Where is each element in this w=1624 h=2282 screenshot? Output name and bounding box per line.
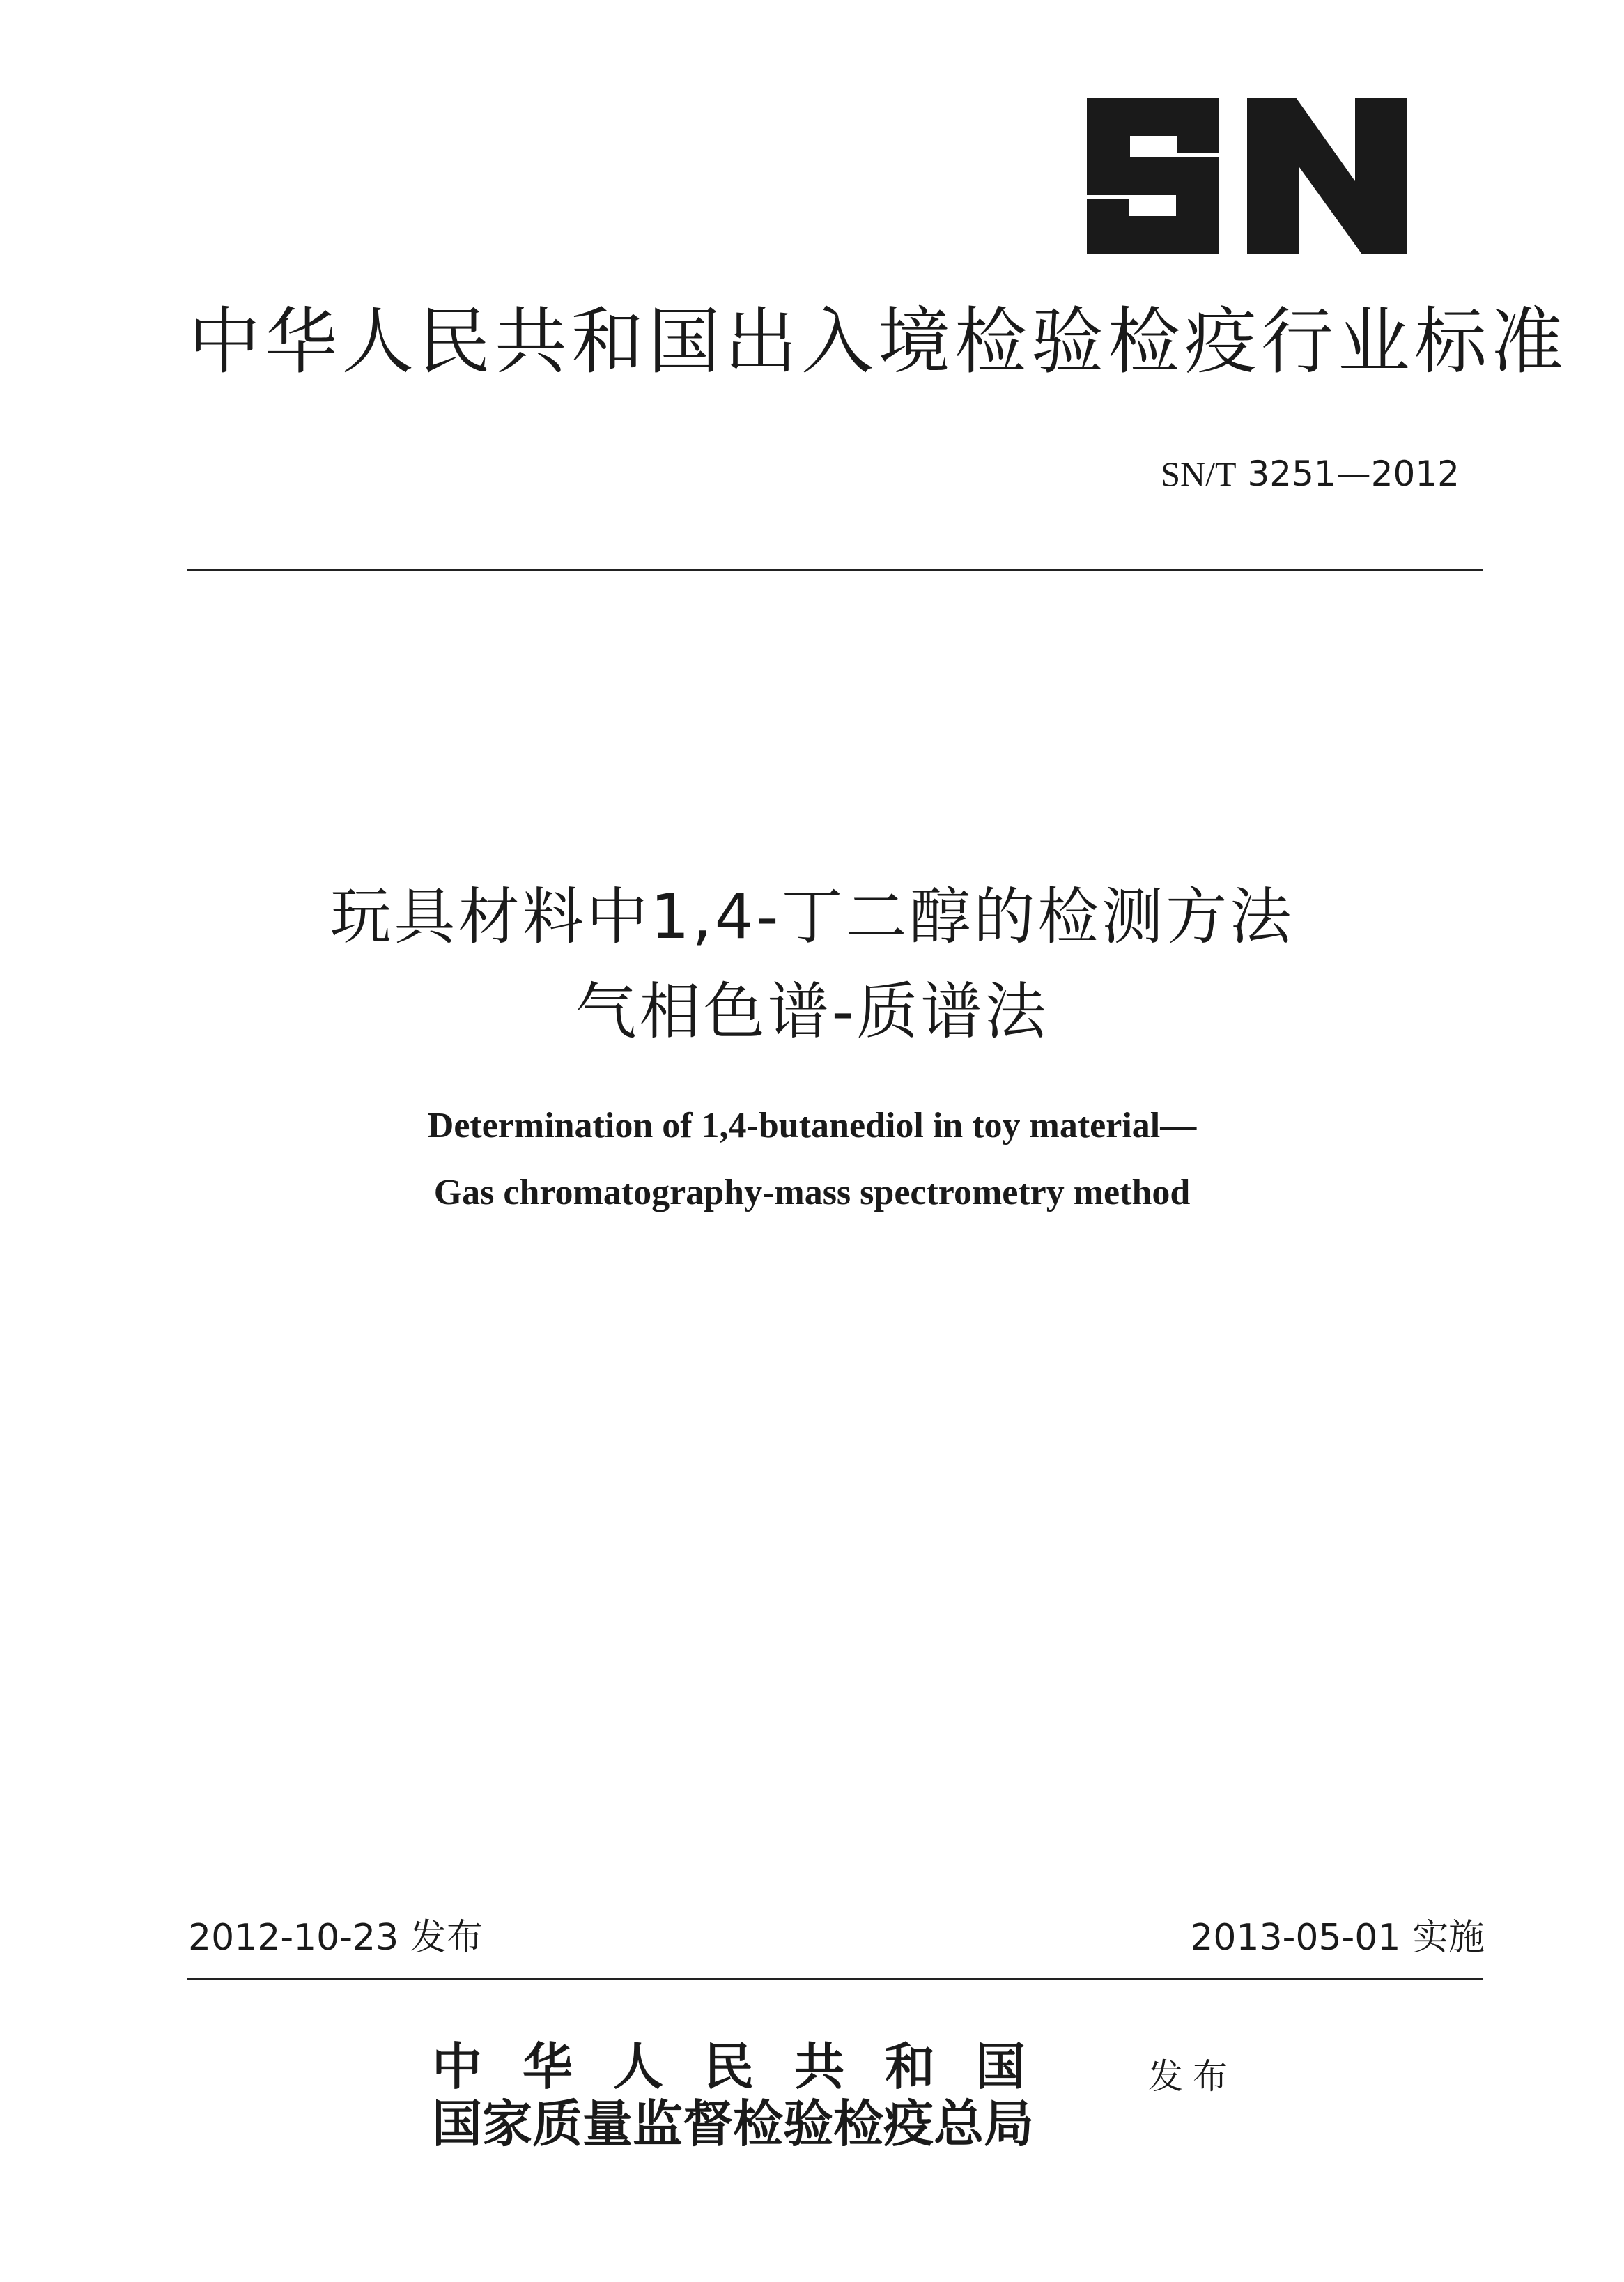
header-divider	[187, 569, 1483, 571]
english-title-line-2: Gas chromatography-mass spectrometry method	[433, 1173, 1191, 1212]
issue-action: 发布	[1148, 2056, 1237, 2097]
chinese-title-line-1: 玩具材料中1,4-丁二醇的检测方法	[330, 881, 1294, 953]
chinese-title-line-2: 气相色谱-质谱法	[575, 976, 1049, 1047]
issuer-line-1: 中华人民共和国	[432, 2037, 1067, 2096]
sn-logo	[1087, 98, 1407, 254]
standard-prefix: SN/T	[1161, 454, 1237, 493]
standard-number	[1161, 454, 1460, 494]
english-title-line-1: Determination of 1,4-butanediol in toy material—	[427, 1106, 1197, 1146]
industry-standard-title: 中华人民共和国出入境检验检疫行业标准	[188, 299, 1568, 384]
implementation-date: 2013-05-01 实施	[1190, 1917, 1485, 1959]
footer-divider	[187, 1978, 1483, 1980]
issuer-line-2: 国家质量监督检验检疫总局	[432, 2094, 1035, 2153]
issue-date: 2012-10-23 发布	[188, 1917, 483, 1959]
standard-code: 3251—2012	[1247, 454, 1460, 494]
